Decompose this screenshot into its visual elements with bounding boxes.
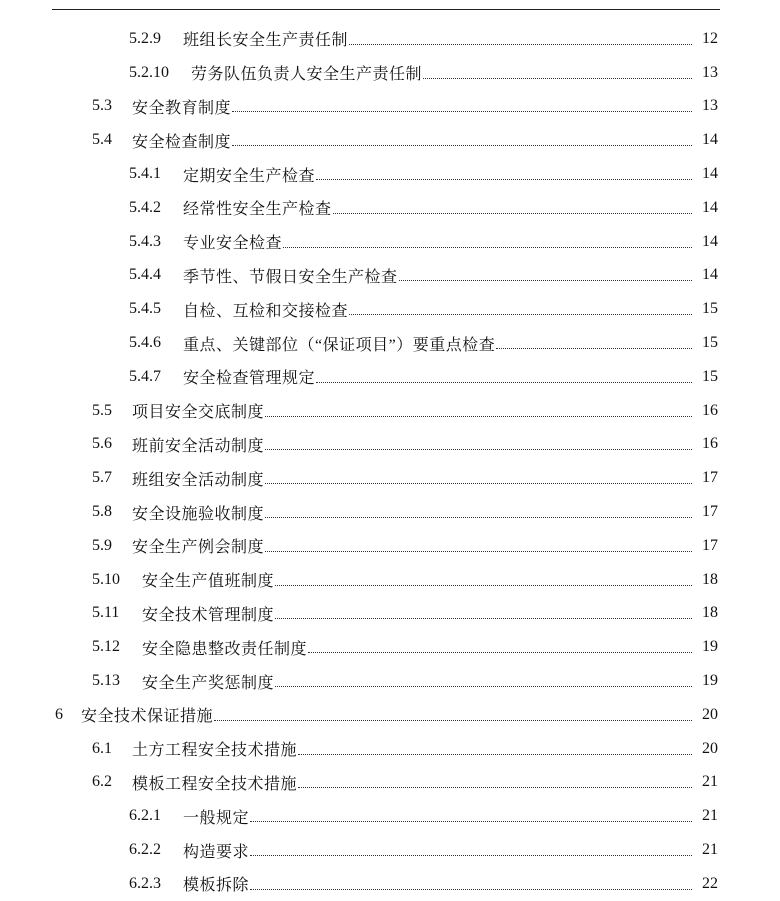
dot-leader [298,786,692,788]
toc-entry-title: 一般规定 [183,809,250,827]
toc-entry-title: 安全隐患整改责任制度 [142,640,308,658]
dot-leader [496,347,692,349]
dot-leader [308,651,692,653]
toc-entry-page-number: 19 [702,672,718,690]
toc-entry-page-number: 20 [702,739,718,757]
toc-entry-number: 5.11 [92,604,120,622]
toc-entry[interactable] [0,259,780,293]
toc-entry-number: 6.1 [92,739,112,757]
toc-entry-title: 定期安全生产检查 [183,167,316,185]
toc-entry-page-number: 15 [702,300,718,318]
toc-entry-number: 5.4.6 [129,334,161,352]
toc-entry[interactable] [0,664,780,698]
toc-entry[interactable] [0,732,780,766]
toc-entry[interactable] [0,225,780,259]
toc-entry[interactable] [0,22,780,56]
dot-leader [316,178,692,180]
toc-entry-number: 5.4.7 [129,367,161,385]
toc-entry-page-number: 12 [702,29,718,47]
dot-leader [275,685,692,687]
toc-entry-number: 6.2.1 [129,807,161,825]
dot-leader [265,482,692,484]
toc-entry-page-number: 17 [702,469,718,487]
toc-entry[interactable] [0,56,780,90]
toc-entry[interactable] [0,326,780,360]
toc-entry[interactable] [0,630,780,664]
toc-entry-number: 5.5 [92,401,112,419]
toc-entry-number: 5.4.1 [129,165,161,183]
toc-entry-title: 安全设施验收制度 [132,505,265,523]
dot-leader [275,617,692,619]
toc-entry[interactable] [0,360,780,394]
toc-entry-title: 劳务队伍负责人安全生产责任制 [191,66,423,84]
toc-entry-page-number: 14 [702,198,718,216]
toc-entry-title: 班组安全活动制度 [132,471,265,489]
toc-entry-number: 5.6 [92,435,112,453]
toc-entry[interactable] [0,90,780,124]
top-rule [52,9,720,10]
toc-entry-number: 5.4.3 [129,232,161,250]
toc-entry[interactable] [0,766,780,800]
toc-entry[interactable] [0,495,780,529]
dot-leader [232,144,692,146]
toc-entry-title: 安全生产奖惩制度 [142,674,275,692]
toc-entry-number: 6 [55,705,63,723]
toc-entry[interactable] [0,292,780,326]
dot-leader [214,719,692,721]
toc-entry-page-number: 14 [702,266,718,284]
toc-entry-page-number: 17 [702,536,718,554]
dot-leader [316,381,692,383]
toc-entry-title: 模板工程安全技术措施 [132,775,298,793]
table-of-contents [0,22,780,901]
toc-entry-page-number: 21 [702,773,718,791]
toc-entry[interactable] [0,833,780,867]
toc-entry-number: 5.4 [92,131,112,149]
toc-entry-title: 安全技术管理制度 [142,606,275,624]
dot-leader [349,313,692,315]
toc-entry-number: 6.2.3 [129,874,161,892]
toc-entry-title: 模板拆除 [183,877,250,895]
toc-entry-number: 5.2.10 [129,63,169,81]
toc-entry-title: 经常性安全生产检查 [183,201,332,219]
toc-entry-title: 项目安全交底制度 [132,404,265,422]
dot-leader [275,584,692,586]
toc-entry-page-number: 14 [702,165,718,183]
toc-entry-page-number: 15 [702,334,718,352]
toc-entry-page-number: 13 [702,97,718,115]
toc-entry[interactable] [0,123,780,157]
toc-entry-page-number: 22 [702,874,718,892]
toc-entry-number: 5.2.9 [129,29,161,47]
toc-entry-number: 6.2 [92,773,112,791]
dot-leader [423,77,692,79]
toc-entry-title: 安全生产值班制度 [142,573,275,591]
toc-entry[interactable] [0,698,780,732]
toc-entry-number: 5.4.5 [129,300,161,318]
toc-entry[interactable] [0,428,780,462]
dot-leader [265,448,692,450]
toc-entry[interactable] [0,191,780,225]
toc-entry-title: 季节性、节假日安全生产检查 [183,268,398,286]
dot-leader [283,246,692,248]
toc-entry-page-number: 17 [702,503,718,521]
toc-entry-title: 班前安全活动制度 [132,437,265,455]
toc-entry-number: 5.4.4 [129,266,161,284]
toc-entry-title: 安全检查制度 [132,133,232,151]
dot-leader [333,212,692,214]
toc-entry-page-number: 20 [702,705,718,723]
toc-entry-title: 安全检查管理规定 [183,370,316,388]
toc-entry[interactable] [0,157,780,191]
toc-entry-number: 5.12 [92,638,120,656]
toc-entry-number: 5.9 [92,536,112,554]
toc-entry-title: 安全生产例会制度 [132,539,265,557]
dot-leader [265,516,692,518]
toc-entry-page-number: 19 [702,638,718,656]
dot-leader [250,820,692,822]
toc-entry-page-number: 18 [702,570,718,588]
toc-entry[interactable] [0,529,780,563]
toc-entry-number: 5.8 [92,503,112,521]
dot-leader [265,415,692,417]
dot-leader [265,550,692,552]
toc-entry-number: 5.10 [92,570,120,588]
toc-entry-title: 安全技术保证措施 [81,708,214,726]
toc-entry-title: 专业安全检查 [183,235,283,253]
dot-leader [349,43,692,45]
toc-entry[interactable] [0,597,780,631]
toc-entry-page-number: 14 [702,232,718,250]
toc-entry-page-number: 21 [702,807,718,825]
toc-entry[interactable] [0,563,780,597]
toc-entry-title: 班组长安全生产责任制 [183,32,349,50]
toc-entry-page-number: 16 [702,401,718,419]
toc-entry-number: 5.4.2 [129,198,161,216]
toc-entry-title: 自检、互检和交接检查 [183,302,349,320]
toc-entry-title: 安全教育制度 [132,99,232,117]
toc-entry-title: 重点、关键部位（“保证项目”）要重点检查 [183,336,496,354]
toc-entry-title: 土方工程安全技术措施 [132,742,298,760]
toc-entry-number: 5.7 [92,469,112,487]
dot-leader [232,110,692,112]
dot-leader [399,279,692,281]
toc-entry[interactable] [0,461,780,495]
toc-entry-title: 构造要求 [183,843,250,861]
dot-leader [250,854,692,856]
dot-leader [250,888,692,890]
toc-entry-number: 6.2.2 [129,841,161,859]
toc-entry-page-number: 14 [702,131,718,149]
toc-entry-page-number: 21 [702,841,718,859]
toc-entry-page-number: 15 [702,367,718,385]
toc-entry-page-number: 16 [702,435,718,453]
toc-entry[interactable] [0,394,780,428]
toc-entry-page-number: 18 [702,604,718,622]
toc-entry[interactable] [0,799,780,833]
toc-entry-page-number: 13 [702,63,718,81]
dot-leader [298,753,692,755]
toc-entry-number: 5.13 [92,672,120,690]
toc-entry-number: 5.3 [92,97,112,115]
